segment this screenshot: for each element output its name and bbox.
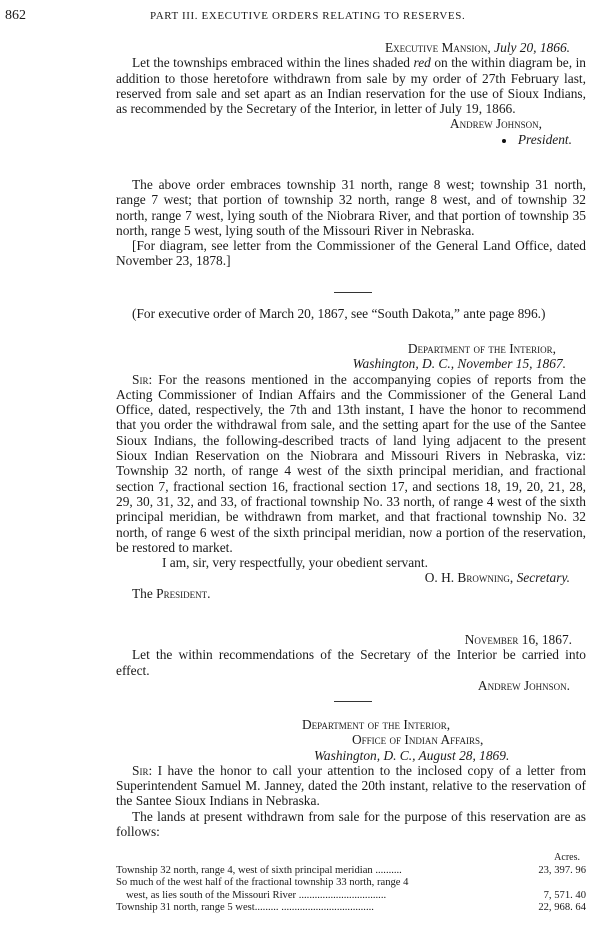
order2-signer: Andrew Johnson. <box>477 677 570 693</box>
executive-order-1866 <box>116 40 586 147</box>
order1-body-pre: Let the townships embraced within the lines shaded <box>132 55 414 71</box>
letter2-department: Department of the Interior, <box>302 717 451 732</box>
executive-order-1867 <box>116 632 586 693</box>
letter1-closing: I am, sir, very respectfully, your obedient servant. <box>162 555 428 571</box>
order1-heading <box>116 40 586 55</box>
table-row-value: 23, 397. 96 <box>538 864 586 876</box>
order1-signer-line <box>116 132 586 147</box>
acres-header: Acres. <box>554 852 580 863</box>
table-row-value: 22, 968. 64 <box>538 902 586 914</box>
letter1-signer-title: Secretary. <box>516 570 570 586</box>
order1-signer-title: President. <box>517 131 572 147</box>
page-header <box>0 8 600 28</box>
order1-note <box>116 177 586 269</box>
order2-date: November 16, 1867. <box>464 632 572 647</box>
letter1-department: Department of the Interior, <box>407 341 556 356</box>
letter2-body-2: The lands at present withdrawn from sale for the purpose of this reservation are as follows: <box>116 808 586 840</box>
cross-reference-text: (For executive order of March 20, 1867, see “South Dakota,” ante page 896.) <box>132 306 546 321</box>
table-row-desc: Township 32 north, range 4, west of sixth principal meridian .......... <box>116 864 402 876</box>
order1-date: July 20, 1866. <box>494 40 570 55</box>
letter1-signer: O. H. Browning, <box>424 570 514 586</box>
diagram-note: [For diagram, see letter from the Commissioner of the General Land Office, dated November 23, 1878.] <box>116 238 586 269</box>
letter-1869 <box>116 717 586 839</box>
page-number: 862 <box>5 8 26 23</box>
letter1-salutation: Sir: <box>132 371 153 387</box>
order1-note-text: The above order embraces township 31 north, range 8 west; township 31 north, range 7 west; that portion of township 32 north, range 8 west, and of township 32 north, range 7 west, lying south of the Niobrara River, and that portion of township 35 north, range 5 west, lying south of the Missouri River in Nebraska. <box>116 177 586 238</box>
order1-signer: Andrew Johnson, <box>449 116 542 132</box>
order1-body-red: red <box>413 55 431 71</box>
order1-body-post: on the within diagram be, in addition to those heretofore withdrawn from sale by my order of 27th February last, reserved from sale and set apart as an Indian reservation for the use of Sioux Indians, as recommended by the Secretary of the Interior, in letter of July 19, 1866. <box>116 55 586 117</box>
table-row-value: 7, 571. 40 <box>543 889 586 901</box>
table-row-desc-line2: west, as lies south of the Missouri River ................................. <box>126 889 387 901</box>
section-divider <box>334 292 372 293</box>
letter1-addressee <box>116 586 586 601</box>
order1-place: Executive Mansion, <box>384 40 491 55</box>
letter1-body-text: For the reasons mentioned in the accompanying copies of reports from the Acting Commissioner of Indian Affairs and the Commissioner of the General Land Office, dated, respectively, the 7th and 13th instant, I have the honor to recommend that you order the withdrawal from sale, and the setting apart for the use of the Santee Sioux Indians, the following-described tracts of land lying adjacent to the present Sioux Indian Reservation on the Niobrara and Missouri Rivers in Nebraska, viz: Township 32 north, of range 4 west of the sixth principal meridian, and fractional section 7, fractional section 16, fractional section 17, and sections 18, 19, 20, 21, 28, 29, 30, 31, 32, and 33, of fractional township No. 33 north, of range 4 west of the sixth principal meridian, be withdrawn from market, and that fractional township No. 32 north, of range 6 west of the sixth principal meridian, now a portion of the reservation, be restored to market. <box>116 371 586 555</box>
cross-reference <box>116 306 586 321</box>
table-row <box>116 865 586 878</box>
letter2-office: Office of Indian Affairs, <box>352 732 484 748</box>
letter1-body <box>116 372 586 556</box>
letter1-signature <box>116 570 586 585</box>
ink-dot <box>502 139 506 143</box>
order2-body: Let the within recommendations of the Secretary of the Interior be carried into effect. <box>116 647 586 678</box>
letter1-addressee-pre: The <box>132 585 157 601</box>
letter2-salutation: Sir: <box>132 762 153 778</box>
table-row-desc: Township 31 north, range 5 west......... ................................... <box>116 902 374 914</box>
letter1-place-date: Washington, D. C., November 15, 1867. <box>352 356 566 372</box>
section-divider-2 <box>334 701 372 702</box>
table-row-desc-line1: So much of the west half of the fractional township 33 north, range 4 <box>116 877 409 889</box>
letter2-place-date: Washington, D. C., August 28, 1869. <box>314 747 510 763</box>
table-row <box>116 902 586 915</box>
land-table <box>116 852 586 915</box>
table-row-desc <box>116 877 528 902</box>
letter2-body-text: I have the honor to call your attention to the inclosed copy of a letter from Superintendent Samuel M. Janney, dated the 20th instant, relative to the reservation of the Santee Sioux Indians in Nebraska. <box>116 762 586 809</box>
order1-body <box>116 55 586 116</box>
letter1-addressee-name: President. <box>156 585 211 601</box>
running-head: PART III. EXECUTIVE ORDERS RELATING TO RESERVES. <box>150 10 466 22</box>
letter-1867 <box>116 341 586 601</box>
letter2-body <box>116 763 586 809</box>
table-row <box>116 877 586 902</box>
